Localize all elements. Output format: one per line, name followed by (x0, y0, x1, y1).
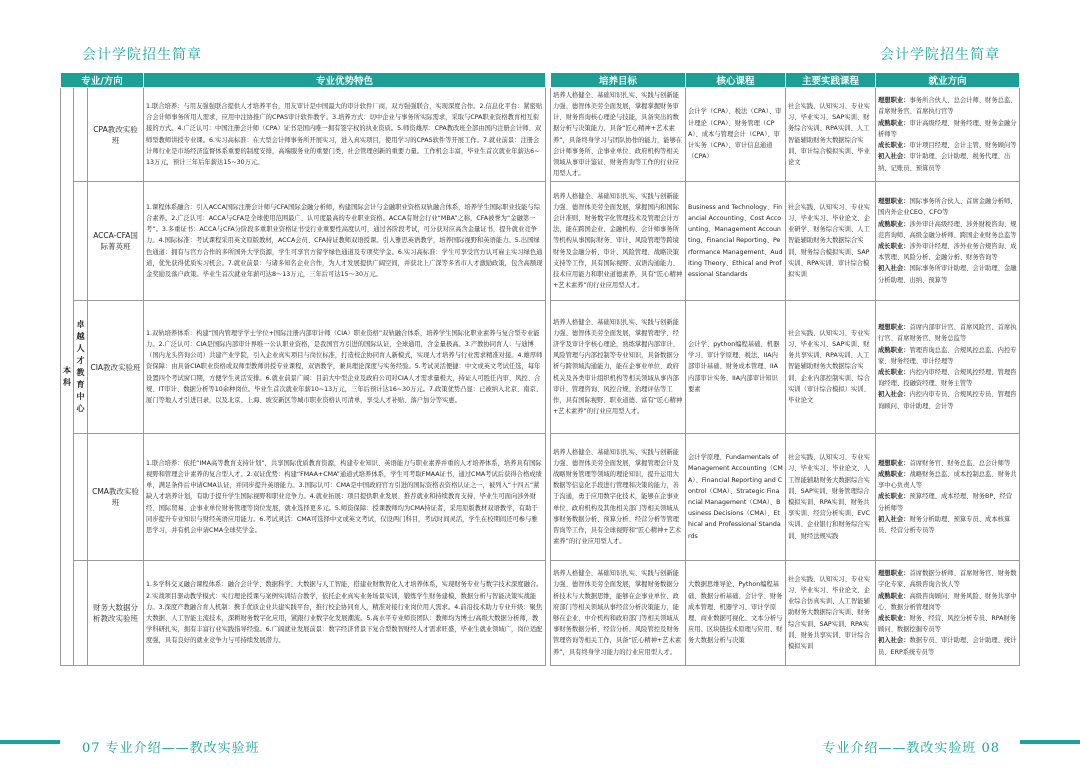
header-title-right: 会计学院招生简章 (880, 47, 1000, 63)
practice-cell: 社会实践、认知实习、专业实习、毕业实习、SAP实训、财务共享实训、RPA实训、人工智能辅助财务大数据综合实训、企业内部控制实训、综合实训（审计综合模拟）实训、毕业论文 (786, 301, 876, 434)
level-text: 本 科 (63, 365, 71, 387)
right-table-panel (550, 72, 1020, 666)
goal-cell: 培养人格健全、基础知识扎实、实践与创新能力强、德智体美劳全面发展，掌握管理会计及战略财务管理等领域的理论知识，提升运用大数据等信息化手段进行管理和决策的能力，善于沟通，勇于应用数字化技术，能够在企事业单位、政府机构及其他相关部门等相关领域从事财务数据分析、预算分析、经营分析等管理咨询等工作，具有全球视野和“匠心精神+艺术素养”的行业应用型人才。 (551, 434, 686, 561)
major-name: 财务大数据分析教改实验班 (88, 561, 144, 666)
goal-cell: 培养人格健全、基础知识扎实、实践与创新能力强、德智体美劳全面发展，掌握掌握财务审计、财务咨询核心理论与技能，具备突出的数据分析与决策能力，具备“匠心精神+艺术素养”，具备终身学习与团队协作的能力，能够在会计师事务所、企事业单位、政府机构等相关领域从事审计鉴证、财务咨询等工作的行业应用型人才。 (551, 88, 686, 182)
table-row (551, 301, 1020, 434)
footer-label-right: 专业介绍——教改实验班 08 (822, 741, 1000, 756)
major-features: 1.多学科交叉融合课程体系：融合会计学、数据科学、大数据与人工智能，搭建业财数智化人才培养体系，实现财务专业与数字技术深度融合。2.实战项目驱动教学模式：实行理论授课与案例实训结合教学，依托企业真实业务场景实训，锻炼学生财务建模、数据分析与智能决策实战能力。3.深度产教融合育人机制：携手优质企业共建实践平台，推行校企协同育人，精准对接行业岗位用人需求。4.前沿技术助力专业升级：聚焦大数据、人工智能主流技术，深耕财务数字化应用，紧跟行业数字化发展潮流。5.高水平专业师资团队：教师均为博士/高级大数据分析师，教学科研扎实，拥有丰富行业实践指导经验。6.广阔就业发展前景：数字经济背景下复合型数智财经人才需求旺盛，毕业生就业领域广，岗位适配度强，具有良好的就业竞争力与可持续发展潜力。 (144, 561, 546, 666)
table-row (61, 434, 546, 561)
core-cell: 大数据思维导论、Python编程基础、数据分析基础、会计学、财务成本管理、机器学习、审计学原理、商业数据可视化、文本分析与应用、区块链技术原理与应用、财务大数据分析与决策 (686, 561, 786, 666)
col-header-practice: 主要实践课程 (786, 73, 876, 88)
table-row (551, 182, 1020, 301)
col-header-major: 专业/方向 (61, 73, 144, 88)
goal-cell: 培养人格健全、基础知识扎实、实践与创新能力强、德智体美劳全面发展，掌握国内和国际会计准则、财务数字化管理技术及管理会计方法，能在跨国企业、金融机构、会计师事务所等机构从事国际财务、审计、风险管理等跨境财务及金融分析、审计、风险管理、战略决策支持等工作，具有国际视野、双语沟通能力、技术应用能力和职业道德素养，具有“匠心精神+艺术素养”的行业应用型人才。 (551, 182, 686, 301)
majors-features-table (60, 72, 546, 666)
goal-cell: 培养人格健全、基础知识扎实、实践与创新能力强、德智体美劳全面发展，掌握财务数据分析技术与大数据思维，能够在企事业单位、政府部门等相关领域从事经营分析决策能力，能够在企业、中介机构和政府部门等相关领域从事财务数据分析、经营分析、风险管控及财务管理咨询等相关工作，具备“匠心精神+艺术素养”，具有终身学习能力的行业应用型人才。 (551, 561, 686, 666)
table-row (551, 561, 1020, 666)
table-row (61, 182, 546, 301)
major-features: 1.双轨培养体系：构建“国内管理学学士学位+国际注册内部审计师（CIA）职业资格”双轨融合体系，培养学生国际化职业素养与复合型专业能力。2.广泛认可：CIA是国际内部审计界唯一公认职业资格，是我国官方引进的国际认证，全球通用，含金量极高。3.产教协同育人：与迪博（国内龙头咨询公司）共建产业学院，引入企业真实项目与岗位标准，打造校企协同育人新模式，实现人才培养与行业需求精准对接。4.雄厚师资保障：由具备CIA职业资格或双师型教师讲授专业课程，双语教学，兼具理论深度与实务经验。5.考试灵活便捷：中文或英文考试任选，每年设置四个考试窗口期，方便学生灵活安排。6.就业前景广阔：目前大中型企业及政府公司对CIA人才需求量极大，持证人可胜任内审、风控、合规、IT审计、数据分析等10余种岗位。毕业生首次就业年薪10~13万元，三年后预计达16~30万元。7.政策优势凸显：已被纳入北京、南京、厦门等地人才引进目录，以及北京、上海、坡安新区等城市职业资格认可清单，享受人才补贴、落户加分等实惠。 (144, 301, 546, 434)
col-header-features: 专业优势特色 (144, 73, 546, 88)
major-name: CPA教改实验班 (88, 88, 144, 182)
major-name: CIA教改实验班 (88, 301, 144, 434)
footer-bar-left (0, 740, 60, 744)
core-cell: 会计学原理、Fundamentals of Management Accounting（CMA）、Financial Reporting and Control（CMA）、Strategic Financial Management（CMA）、Business Decisions（CMA）、Ethical and Professional Standards (686, 434, 786, 561)
major-name: CMA教改实验班 (88, 434, 144, 561)
major-features: 1.联合培养：与用友强强联合提供人才培养平台，用友审计是中国最大的审计软件厂商，双方强强联合，实现深度合作。2.信息化平台：紧密贴合会计师事务所用人需求，应用中注协推广的CPAS审计软件教学。3.培养方式：切中企业与事务所实际需求，采取与CPA职业资格教育相互衔接的方式。4.广泛认可：中国注册会计师（CPA）证书是国内唯一拥有签字权的执业资质。5.师资雄厚：CPA教改班全部由国内注册会计师、双师型教师讲授专业课。6.实习高标准：在大型会计师事务所开展实习，进入真实项目，使用学习的CPAS软件等开展工作。7.就业前景：注册会计师行业是市场经济监督体系重要的制度安排，高端服务业的重要门类，社会管理创新的重要力量。工作机会丰富，毕业生首次就业年薪达6~13万元，预计三年后年薪达15~30万元。 (144, 88, 546, 182)
table-row (61, 561, 546, 666)
goal-cell: 培养人格健全、基础知识扎实、实践与创新能力强、德智体美劳全面发展，掌握管理学、经济学及审计学核心理论，熟练掌握内部审计、风险管理与内部控制等专业知识，具备数据分析与跨领域沟通能力，能在企事业单位、政府机关及各类审计组织机构等相关领域从事内部审计、管理咨询、风控合规、治理评估等工作，具有国际视野、职业道德、富有“匠心精神+艺术素养”的行业应用型人才。 (551, 301, 686, 434)
core-cell: 会计学（CPA）、税法（CPA）、审计理论（CPA）、财务管理（CPA）、成本与管理会计（CPA）、审计实务（CPA）、审计信息通道（CPA） (686, 88, 786, 182)
level-label (61, 88, 74, 666)
center-label (74, 301, 88, 434)
col-header-core: 核心课程 (686, 73, 786, 88)
left-table-panel (60, 72, 546, 666)
career-cell: 理想职业：国际事务所合伙人、首席金融分析师、国内外企业CEO、CFO等 成熟职业：涉外审计高级经理、涉外财税咨询、规范咨询师、高级金融分析师、跨国企业财务总监等 成长职业：涉外审计经理、涉外业务合规咨询、成本管理、风险分析、金融分析、财务咨询等 初入社会：国际事务所审计助理、会计助理、金融分析助理、出纳、预算等 (876, 182, 1020, 301)
major-features: 1.联合培养：依托“IMA高等教育支持计划”，共享国际优质教育资源，构建专业知识、英语能力与职业素养并重的人才培养体系，培养具有国际视野和管理会计素养的复合型人才。2.双证优势：构建“FMAA+CMA”通道式培养体系，学生可考取FMAA证书，通过CMA考试后获得合格成绩单，满足条件后申请CMA认证，并同步提升英语能力。3.国际认可：CMA是中国政府官方引进的国际资格表资格认证之一，被列入“十四五”紧缺人才培养计划，有助于提升学生国际视野和职业竞争力。4.就业拓展：项目提供职业发展、推荐就业和持续教育支持，毕业生可面向涉外财经、国际贸易、企事业单位财务管理等岗位发展，就业选择更多元。5.师资保障：授课教师均为CMA持证者，采用原版教材双语教学，有助于同步提升专业知识与财经英语应用能力。6.考试灵活：CMA可选择中文或英文考试，仅设两门科目，考试时间灵活，学生在校期间还可参与雅思学习，并有机会申请CMA全球奖学金。 (144, 434, 546, 561)
core-cell: 会计学、python编程基础、机器学习、审计学原理、税法、IIA内部审计基础、财务成本管理、IIA内部审计实务、IIA内部审计知识要素 (686, 301, 786, 434)
training-table (550, 72, 1020, 666)
career-cell: 理想职业：首席财务官、财务总监、总会计师等 成熟职业：战略财务总监、成本控制总监、财务共享中心负责人等 成长职业：预算经理、成本经理、财务BP、经营分析师等 初入社会：财务分析助理、预算专员、成本核算员、经营分析专员等 (876, 434, 1020, 561)
practice-cell: 社会实践、认知实习、专业实习、毕业实习、毕业论文、企业综合仿真实训、人工智能辅助财务大数据综合实训、财务综合实训、SAP实训、RPA实训、财务共享实训、审计综合模拟实训 (786, 561, 876, 666)
practice-cell: 社会实践、认知实习、专业实习、毕业实习、毕业论文、企业研学、财务综合实训、人工智能辅助财务大数据综合实训、财务综合模拟实训、SAP实训、RPA实训、审计综合模拟实训 (786, 182, 876, 301)
table-row (551, 88, 1020, 182)
career-cell: 理想职业：首席内部审计官、首席风险官、首席执行官、首席财务官、财务总监等 成熟职业：管理咨询总监、合规风控总监、内控专家、财务经理、审计经理等 成长职业：内控内审经理、合规风控经理、管理咨询经理、投融资经理、财务主管等 初入社会：内控内审专员、合规风控专员、管理咨询顾问、审计助理、会计等 (876, 301, 1020, 434)
footer-label-left: 07 专业介绍——教改实验班 (82, 741, 260, 756)
footer-bar-right (1020, 740, 1080, 744)
col-header-career: 就业方向 (876, 73, 1020, 88)
major-name: ACCA-CFA国际菁英班 (88, 182, 144, 301)
career-cell: 理想职业：首席数据分析师、首席财务官、财务数字化专家、高级咨询合伙人等 成熟职业：高级咨询顾问、财务风险、财务共享中心、数据分析管理岗等 成长职业：财务、经营、风控分析专员、RPA财务顾问、数据挖掘专员等 初入社会：数据专员、审计助理、会计助理、统计员、ERP系统专员等 (876, 561, 1020, 666)
table-row (551, 434, 1020, 561)
major-features: 1.课程体系融合：引入ACCA国际注册会计师与CFA国际金融分析师，构建国际会计与金融职业资格双轨融合体系，培养学生国际职业技能与综合素养。2.广泛认可：ACCA与CFA是全球使用范围最广、认可度最高的专业职业资格。ACCA有财会行业“MBA”之称，CFA被誉为“金融第一考”。3.多重证书：ACCA与CFA分阶段多重职业资格证书受行业重要性高度认可，通过各阶段考试，可分获对应高含金量证书，提升就业竞争力。4.国际标准：考试课程采用英文原版教材，ACCA会员、CFA持证教师双语授课。引入雅思英语教学，培养国际视野和英语能力。5.出国绿色通道：拥有与官方合作的多所国外大学资源，学生可享官方留学绿色通道及专项奖学金。6.实习高标准：学生可享受官方认可雇主实习绿色通道，优先获得优质实习机会。7.就业前景：与诸多知名企业合作，为人才发展提供广阔空间，并获北上广深等多省市人才激励政策，包含高额现金奖励及落户政策。毕业生首次就业年薪可达8～13万元，三年后可达15～30万元。 (144, 182, 546, 301)
table-row (61, 301, 546, 434)
col-header-goal: 培养目标 (551, 73, 686, 88)
core-cell: Business and Technology、Financial Accounting、Cost Accounting、Management Accounting、Financial Reporting、Performance Management、Auditing Theory、Ethical and Professional Standards (686, 182, 786, 301)
table-row (61, 88, 546, 182)
center-text: 卓 越 人 才 教 育 中 心 (76, 320, 85, 413)
practice-cell: 社会实践、认知实习、专业实习、毕业实习、SAP实训、财务综合实训、RPA实训、人工智能辅助财务大数据综合实训、审计综合模拟实训、毕业论文 (786, 88, 876, 182)
practice-cell: 社会实践、认知实习、专业实习、毕业实习、毕业论文、人工智能辅助财务大数据综合实训、SAP实训、财务管理综合模拟实训、RPA实训、财务共享实训、经营分析实训、EVC实训、企业银行和财务综合实训、财经法规实践 (786, 434, 876, 561)
header-title-left: 会计学院招生简章 (82, 47, 202, 63)
career-cell: 理想职业：事务所合伙人、总会计师、财务总监、首席财务官、首席执行官等 成熟职业：审计高级经理、财务经理、财务金融分析师等 成长职业：审计项目经理、会计主管、财务顾问等 初入社会：审计助理、会计助理、税务代理、出纳、记账员、预算员等 (876, 88, 1020, 182)
